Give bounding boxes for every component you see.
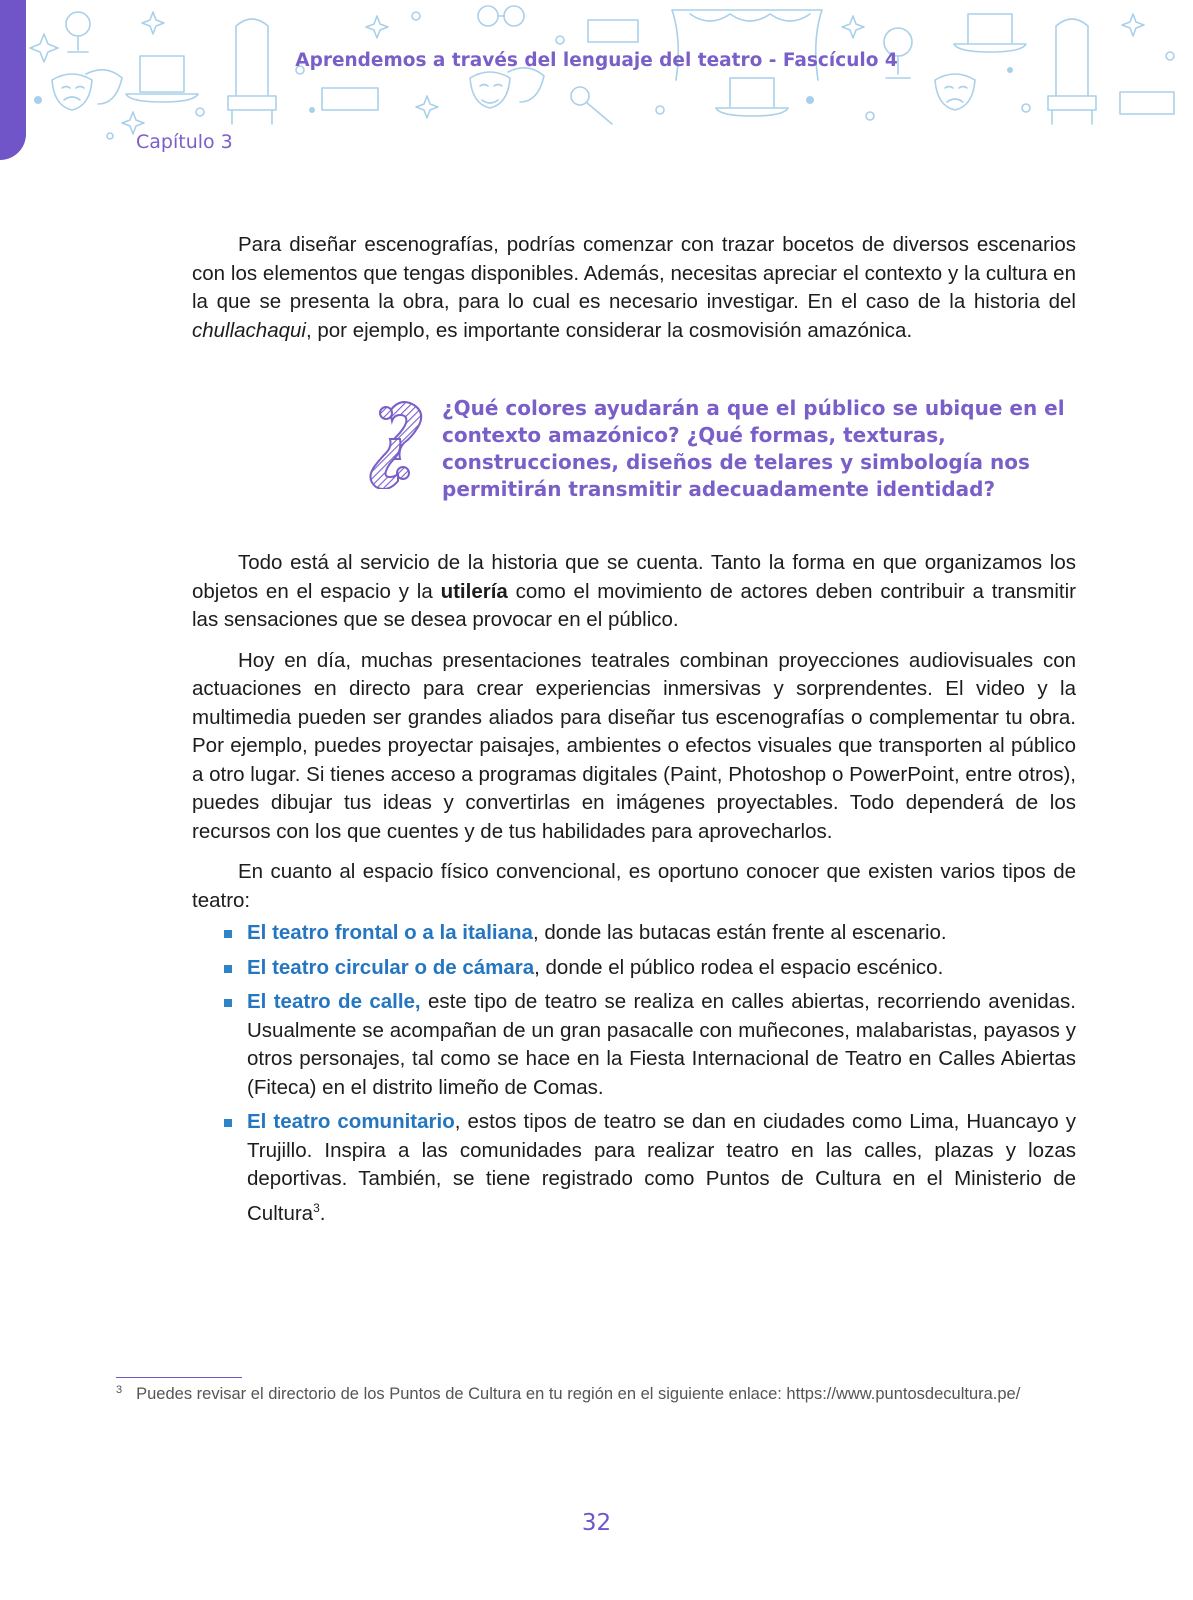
question-text: ¿Qué colores ayudarán a que el público se ubique en el contexto amazónico? ¿Qué formas, texturas, construcciones, diseños de telares y simbología nos permitirán transmitir adecuadamente identidad? [442,396,1065,501]
paragraph-text: , por ejemplo, es importante considerar la cosmovisión amazónica. [305,318,913,342]
chapter-side-tab [0,0,26,160]
top-hat-icon [954,14,1026,52]
chapter-label: Capítulo 3 [136,131,233,153]
theater-type-description: , donde las butacas están frente al escenario. [532,921,947,944]
bold-term: utilería [440,579,508,603]
paragraph-multimedia: Hoy en día, muchas presentaciones teatrales combinan proyecciones audiovisuales con actuaciones en directo para crear experiencias inmersivas y sorprendentes. El video y la multimedia pueden ser grandes aliados para diseñar tus escenografías o complementar tu obra. Por ejemplo, puedes proyectar paisajes, ambientes o efectos visuales que transporten al público a otro lugar. Si tienes acceso a programas digitales (Paint, Photoshop o PowerPoint, entre otros), puedes dibujar tus ideas y convertirlas en imágenes proyectables. Todo dependerá de los recursos con los que cuentes y de tus habilidades para aprovecharlos. [192,648,1076,843]
square-bullet-icon [224,1119,232,1127]
top-hat-icon [716,78,788,116]
theater-type-description: . [319,1201,326,1225]
spotlight-icon [66,12,90,52]
paragraph-text: Todo está al servicio de la historia que se cuenta. Tanto la forma en que organizamos los objetos en el espacio y la [192,551,1076,603]
footnote [116,1384,1096,1404]
paragraph-scenography [192,231,1076,345]
square-bullet-icon [224,930,232,938]
microphone-icon [571,87,612,124]
footnote-divider [116,1377,242,1378]
throne-chair-icon [1048,19,1096,124]
theater-type-term: El teatro circular o de cámara [247,955,535,979]
footnote-reference[interactable]: 3 [313,1200,320,1215]
header-decoration [0,0,1193,150]
list-item [192,1108,1076,1228]
list-item [192,988,1076,1102]
opera-glasses-icon [478,6,524,26]
throne-chair-icon [228,19,276,124]
list-item [192,919,1076,948]
theater-type-description: este tipo de teatro se realiza en calles abiertas, recorriendo avenidas. Usualmente se acompañan de un gran pasacalle con muñecones, malabaristas, payasos y otros personajes, tal como se hace en la Fiesta Internacional de Teatro en Calles Abiertas (Fiteca) en el distrito limeño de Comas. [247,990,1076,1099]
square-bullet-icon [224,965,232,973]
ticket-icon [1120,92,1174,114]
list-item [192,954,1076,983]
paragraph-text: Para diseñar escenografías, podrías comenzar con trazar bocetos de diversos escenarios con los elementos que tengas disponibles. Además, necesitas apreciar el contexto y la cultura en la que se presenta la obra, para lo cual es necesario investigar. En el caso de la historia del [192,233,1076,313]
theater-type-description: , donde el público rodea el espacio escénico. [534,955,944,979]
italic-term: chullachaqui [192,318,306,342]
page-header-title: Aprendemos a través del lenguaje del teatro - Fascículo 4 [295,50,898,71]
theater-type-term: El teatro comunitario [247,1110,455,1133]
intro-paragraph-block [192,231,1076,357]
ticket-icon [322,88,378,110]
ticket-icon [588,20,638,42]
paragraph-theater-spaces: En cuanto al espacio físico convencional, es oportuno conocer que existen varios tipos de teatro: [192,860,1076,912]
theater-masks-icon [52,70,122,110]
theater-masks-icon [470,68,544,108]
theater-type-description: , estos tipos de teatro se dan en ciudades como Lima, Huancayo y Trujillo. Inspira a las comunidades para realizar teatro en las calles, plazas y lozas deportivas. También, se tiene registrado como Puntos de Cultura en el Ministerio de Cultura [247,1110,1076,1225]
question-callout [368,395,1080,505]
theater-masks-icon [935,74,975,110]
square-bullet-icon [224,999,232,1007]
main-text-block [192,549,1076,1234]
theater-type-term: El teatro de calle, [247,990,421,1013]
question-marks-icon [368,397,426,489]
page-number: 32 [581,1510,612,1536]
footnote-text: Puedes revisar el directorio de los Puntos de Cultura en tu región en el siguiente enlace: https://www.puntosdecultura.pe/ [136,1385,1021,1403]
paragraph-story-service [192,549,1076,635]
theater-type-term: El teatro frontal o a la italiana [247,921,533,944]
footnote-number: 3 [116,1384,123,1396]
theater-types-list [192,919,1076,1228]
paragraph-text: como el movimiento de actores deben contribuir a transmitir las sensaciones que se desea provocar en el público. [192,579,1076,631]
